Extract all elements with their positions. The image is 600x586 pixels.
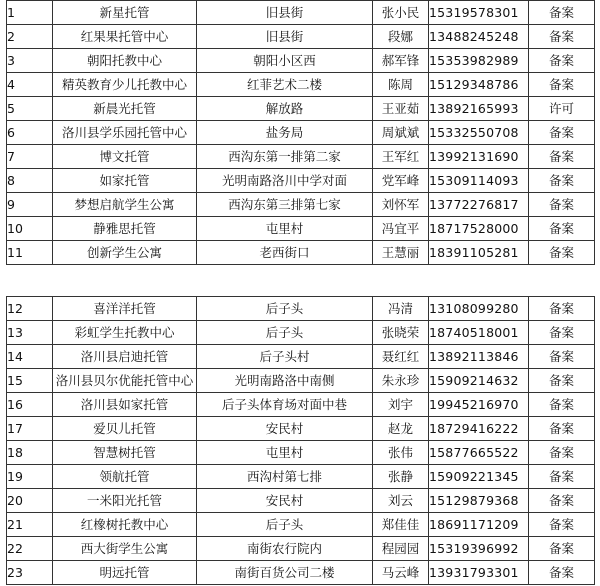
facility-name: 西大街学生公寓 [53,537,197,561]
table-row [7,321,595,345]
facility-name: 朝阳托教中心 [53,49,197,73]
facility-name: 静雅思托管 [53,217,197,241]
facility-address: 旧县街 [197,25,373,49]
facility-address: 后子头村 [197,345,373,369]
contact-phone: 13772276817 [429,193,529,217]
row-number: 11 [7,241,53,265]
contact-phone: 15319396992 [429,537,529,561]
registration-status: 备案 [529,25,595,49]
row-number: 13 [7,321,53,345]
facility-name: 彩虹学生托教中心 [53,321,197,345]
contact-phone: 15129348786 [429,73,529,97]
contact-person: 段娜 [373,25,429,49]
registry-table-bottom-body [7,297,595,585]
registration-status: 备案 [529,393,595,417]
registration-status: 备案 [529,345,595,369]
table-row [7,25,595,49]
contact-person: 赵龙 [373,417,429,441]
contact-phone: 18391105281 [429,241,529,265]
contact-person: 王亚茹 [373,97,429,121]
table-row [7,145,595,169]
registration-status: 备案 [529,241,595,265]
table-row [7,489,595,513]
contact-phone: 18740518001 [429,321,529,345]
registration-status: 备案 [529,537,595,561]
contact-person: 周斌斌 [373,121,429,145]
registration-status: 备案 [529,49,595,73]
row-number: 19 [7,465,53,489]
facility-name: 领航托管 [53,465,197,489]
row-number: 1 [7,1,53,25]
table-row [7,97,595,121]
contact-phone: 13892165993 [429,97,529,121]
row-number: 5 [7,97,53,121]
contact-phone: 15877665522 [429,441,529,465]
row-number: 8 [7,169,53,193]
facility-name: 一米阳光托管 [53,489,197,513]
registration-status: 备案 [529,217,595,241]
facility-name: 洛川县贝尔优能托管中心 [53,369,197,393]
table-row [7,217,595,241]
facility-name: 精英教育少儿托教中心 [53,73,197,97]
contact-phone: 18729416222 [429,417,529,441]
facility-address: 西沟东第一排第二家 [197,145,373,169]
contact-phone: 15309114093 [429,169,529,193]
table-row [7,369,595,393]
contact-phone: 18691171209 [429,513,529,537]
facility-name: 喜洋洋托管 [53,297,197,321]
contact-person: 张静 [373,465,429,489]
registration-status: 备案 [529,1,595,25]
facility-name: 洛川县如家托管 [53,393,197,417]
row-number: 4 [7,73,53,97]
facility-address: 安民村 [197,417,373,441]
table-row [7,193,595,217]
contact-person: 陈周 [373,73,429,97]
contact-person: 郝军锋 [373,49,429,73]
contact-person: 张伟 [373,441,429,465]
facility-address: 西沟村第七排 [197,465,373,489]
row-number: 23 [7,561,53,585]
facility-name: 明远托管 [53,561,197,585]
contact-phone: 15319578301 [429,1,529,25]
row-number: 20 [7,489,53,513]
row-number: 15 [7,369,53,393]
registration-status: 备案 [529,193,595,217]
table-row [7,465,595,489]
contact-person: 张小民 [373,1,429,25]
facility-address: 屯里村 [197,441,373,465]
contact-person: 党军峰 [373,169,429,193]
table-row [7,241,595,265]
facility-name: 智慧树托管 [53,441,197,465]
facility-address: 安民村 [197,489,373,513]
contact-phone: 15129879368 [429,489,529,513]
row-number: 21 [7,513,53,537]
contact-phone: 19945216970 [429,393,529,417]
contact-phone: 13892113846 [429,345,529,369]
row-number: 16 [7,393,53,417]
facility-address: 盐务局 [197,121,373,145]
table-row [7,1,595,25]
contact-person: 朱永珍 [373,369,429,393]
table-row [7,49,595,73]
facility-address: 屯里村 [197,217,373,241]
row-number: 17 [7,417,53,441]
facility-name: 红橡树托教中心 [53,513,197,537]
facility-address: 光明南路洛川中学对面 [197,169,373,193]
facility-name: 如家托管 [53,169,197,193]
table-row [7,121,595,145]
row-number: 6 [7,121,53,145]
registration-status: 备案 [529,441,595,465]
row-number: 18 [7,441,53,465]
contact-person: 刘怀军 [373,193,429,217]
contact-person: 冯清 [373,297,429,321]
row-number: 14 [7,345,53,369]
facility-address: 后子头体育场对面中巷 [197,393,373,417]
contact-phone: 13488245248 [429,25,529,49]
registration-status: 备案 [529,417,595,441]
contact-person: 王军红 [373,145,429,169]
facility-address: 老西街口 [197,241,373,265]
facility-name: 创新学生公寓 [53,241,197,265]
facility-address: 后子头 [197,513,373,537]
contact-person: 王慧丽 [373,241,429,265]
contact-phone: 18717528000 [429,217,529,241]
contact-phone: 15909214632 [429,369,529,393]
facility-address: 光明南路洛中南侧 [197,369,373,393]
facility-address: 旧县街 [197,1,373,25]
contact-person: 郑佳佳 [373,513,429,537]
facility-name: 博文托管 [53,145,197,169]
registry-table-bottom [6,296,595,585]
facility-address: 西沟东第三排第七家 [197,193,373,217]
facility-address: 解放路 [197,97,373,121]
contact-phone: 15332550708 [429,121,529,145]
table-row [7,169,595,193]
contact-person: 马云峰 [373,561,429,585]
table-row [7,73,595,97]
contact-phone: 15353982989 [429,49,529,73]
facility-name: 爱贝儿托管 [53,417,197,441]
registration-status: 备案 [529,73,595,97]
registration-status: 备案 [529,369,595,393]
registry-table-top-body [7,1,595,265]
contact-person: 刘宇 [373,393,429,417]
contact-phone: 13992131690 [429,145,529,169]
table-row [7,393,595,417]
table-row [7,441,595,465]
contact-person: 冯宜平 [373,217,429,241]
registration-status: 备案 [529,561,595,585]
contact-phone: 13931793301 [429,561,529,585]
table-row [7,345,595,369]
contact-person: 刘云 [373,489,429,513]
facility-address: 红菲艺术二楼 [197,73,373,97]
facility-name: 洛川县学乐园托管中心 [53,121,197,145]
row-number: 3 [7,49,53,73]
table-row [7,417,595,441]
facility-address: 南街百货公司二楼 [197,561,373,585]
row-number: 22 [7,537,53,561]
contact-phone: 13108099280 [429,297,529,321]
facility-address: 南街农行院内 [197,537,373,561]
registration-status: 备案 [529,169,595,193]
facility-address: 后子头 [197,321,373,345]
row-number: 10 [7,217,53,241]
registration-status: 备案 [529,145,595,169]
row-number: 12 [7,297,53,321]
contact-phone: 15909221345 [429,465,529,489]
table-row [7,561,595,585]
registration-status: 备案 [529,297,595,321]
registration-status: 备案 [529,121,595,145]
facility-name: 新星托管 [53,1,197,25]
registry-table-top [6,0,595,265]
table-separator-gap [0,276,600,296]
registration-status: 备案 [529,513,595,537]
contact-person: 张晓荣 [373,321,429,345]
registration-status: 备案 [529,489,595,513]
registration-status: 备案 [529,465,595,489]
table-row [7,537,595,561]
contact-person: 聂红红 [373,345,429,369]
facility-name: 新晨光托管 [53,97,197,121]
registration-status: 许可 [529,97,595,121]
facility-address: 后子头 [197,297,373,321]
facility-name: 梦想启航学生公寓 [53,193,197,217]
row-number: 2 [7,25,53,49]
table-row [7,513,595,537]
row-number: 7 [7,145,53,169]
contact-person: 程园园 [373,537,429,561]
row-number: 9 [7,193,53,217]
facility-address: 朝阳小区西 [197,49,373,73]
facility-name: 红果果托管中心 [53,25,197,49]
table-row [7,297,595,321]
facility-name: 洛川县启迪托管 [53,345,197,369]
registration-status: 备案 [529,321,595,345]
